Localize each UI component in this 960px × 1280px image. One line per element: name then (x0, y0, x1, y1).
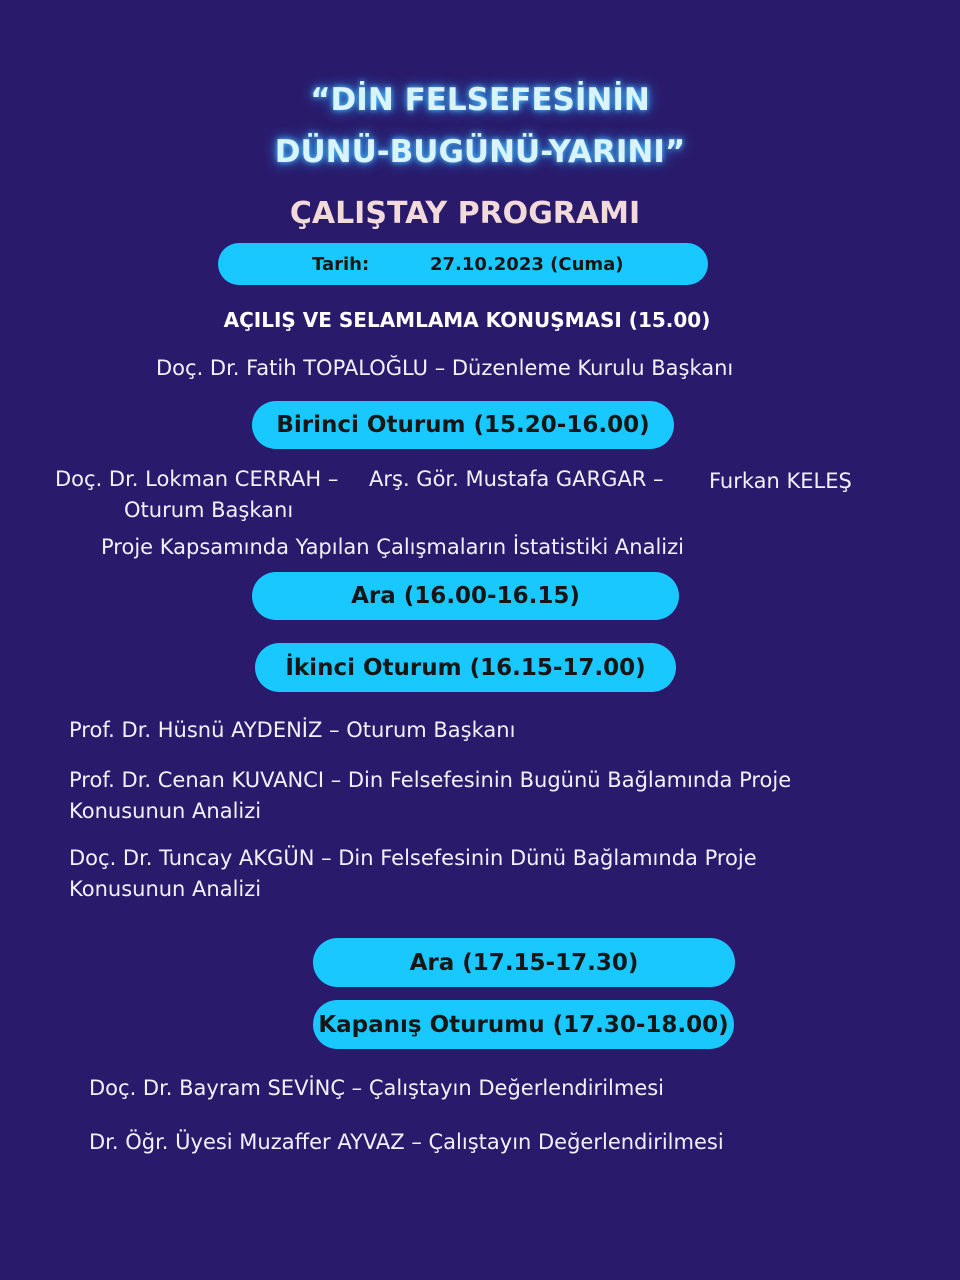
break1-heading: Ara (16.00-16.15) (252, 572, 679, 620)
program-subtitle: ÇALIŞTAY PROGRAMI (289, 196, 641, 231)
title-line-1: “DİN FELSEFESİNİN (310, 82, 650, 118)
break2-heading: Ara (17.15-17.30) (313, 938, 735, 987)
session1-topic: Proje Kapsamında Yapılan Çalışmaların İstatistiki Analizi (101, 535, 684, 559)
date-pill (218, 243, 708, 285)
opening-speaker: Doç. Dr. Fatih TOPALOĞLU – Düzenleme Kurulu Başkanı (156, 356, 734, 380)
title-line-2: DÜNÜ-BUGÜNÜ-YARINI” (274, 134, 686, 170)
session2-talk1-line1: Prof. Dr. Cenan KUVANCI – Din Felsefesinin Bugünü Bağlamında Proje (69, 768, 792, 792)
session1-heading: Birinci Oturum (15.20-16.00) (252, 401, 674, 449)
date-label: Tarih: (312, 253, 370, 275)
session2-talk2-line1: Doç. Dr. Tuncay AKGÜN – Din Felsefesinin Dünü Bağlamında Proje (69, 846, 757, 870)
session2-talk1-line2: Konusunun Analizi (69, 799, 262, 823)
session2-heading: İkinci Oturum (16.15-17.00) (255, 643, 676, 692)
opening-heading: AÇILIŞ VE SELAMLAMA KONUŞMASI (15.00) (223, 308, 711, 332)
session1-speaker-gargar: Arş. Gör. Mustafa GARGAR – (369, 467, 664, 491)
closing-heading: Kapanış Oturumu (17.30-18.00) (313, 1000, 734, 1049)
session2-talk2-line2: Konusunun Analizi (69, 877, 262, 901)
session1-chair: Doç. Dr. Lokman CERRAH – (55, 467, 339, 491)
session2-chair: Prof. Dr. Hüsnü AYDENİZ – Oturum Başkanı (69, 718, 516, 742)
closing-speaker2: Dr. Öğr. Üyesi Muzaffer AYVAZ – Çalıştayın Değerlendirilmesi (89, 1130, 724, 1154)
date-value: 27.10.2023 (Cuma) (430, 253, 624, 275)
session1-speaker-keles: Furkan KELEŞ (709, 469, 852, 493)
session1-chair-role: Oturum Başkanı (124, 498, 294, 522)
closing-speaker1: Doç. Dr. Bayram SEVİNÇ – Çalıştayın Değerlendirilmesi (89, 1076, 665, 1100)
